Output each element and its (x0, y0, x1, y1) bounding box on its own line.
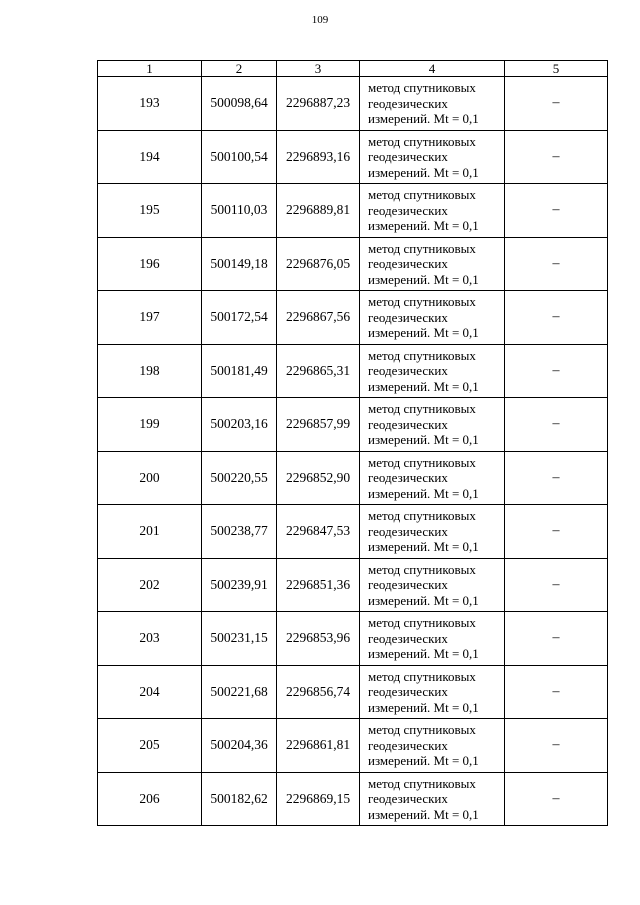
point-number-cell: 206 (98, 772, 202, 826)
method-text-line-3: измерений. Mt = 0,1 (368, 646, 479, 661)
method-cell (360, 130, 505, 184)
method-cell (360, 505, 505, 559)
note-cell: – (505, 719, 608, 773)
method-text-line-1: метод спутниковых (368, 401, 476, 416)
y-coordinate-cell: 2296869,15 (277, 772, 360, 826)
x-coordinate-cell: 500172,54 (202, 291, 277, 345)
x-coordinate-cell: 500181,49 (202, 344, 277, 398)
method-text-line-1: метод спутниковых (368, 187, 476, 202)
method-text-line-2: геодезических (368, 95, 448, 111)
method-text-line-1: метод спутниковых (368, 240, 476, 256)
x-coordinate-cell: 500239,91 (202, 558, 277, 612)
column-header-4: 4 (360, 61, 505, 77)
method-text-line-2: геодезических (368, 523, 448, 539)
method-text-line-3: измерений. Mt = 0,1 (368, 378, 479, 394)
y-coordinate-cell: 2296847,53 (277, 505, 360, 559)
method-text-line-2: геодезических (368, 684, 448, 699)
point-number-cell: 195 (98, 184, 202, 238)
point-number-cell: 193 (98, 77, 202, 131)
note-cell: – (505, 505, 608, 559)
method-cell (360, 772, 505, 826)
note-cell: – (505, 291, 608, 345)
method-text-line-1: метод спутниковых (368, 133, 476, 149)
x-coordinate-cell: 500182,62 (202, 772, 277, 826)
method-cell (360, 237, 505, 291)
table-row (98, 719, 608, 773)
x-coordinate-cell: 500098,64 (202, 77, 277, 131)
method-text-line-3: измерений. Mt = 0,1 (368, 753, 479, 768)
method-cell (360, 612, 505, 666)
x-coordinate-cell: 500149,18 (202, 237, 277, 291)
point-number-cell: 200 (98, 451, 202, 505)
method-text-line-2: геодезических (368, 202, 448, 218)
method-text-line-1: метод спутниковых (368, 722, 476, 737)
note-cell: – (505, 77, 608, 131)
y-coordinate-cell: 2296889,81 (277, 184, 360, 238)
table-header-row (98, 61, 608, 77)
table-row (98, 451, 608, 505)
table-row (98, 398, 608, 452)
column-header-5: 5 (505, 61, 608, 77)
x-coordinate-cell: 500231,15 (202, 612, 277, 666)
table-row (98, 130, 608, 184)
method-text-line-2: геодезических (368, 577, 448, 592)
method-text-line-3: измерений. Mt = 0,1 (368, 485, 479, 501)
x-coordinate-cell: 500203,16 (202, 398, 277, 452)
point-number-cell: 202 (98, 558, 202, 612)
method-text-line-1: метод спутниковых (368, 561, 476, 577)
method-text-line-1: метод спутниковых (368, 347, 476, 363)
table-row (98, 505, 608, 559)
point-number-cell: 203 (98, 612, 202, 666)
method-text-line-3: измерений. Mt = 0,1 (368, 592, 479, 608)
x-coordinate-cell: 500221,68 (202, 665, 277, 719)
method-text-line-1: метод спутниковых (368, 454, 476, 470)
note-cell: – (505, 665, 608, 719)
method-cell (360, 398, 505, 452)
note-cell: – (505, 237, 608, 291)
table-row (98, 237, 608, 291)
point-number-cell: 198 (98, 344, 202, 398)
y-coordinate-cell: 2296865,31 (277, 344, 360, 398)
method-text-line-3: измерений. Mt = 0,1 (368, 325, 479, 340)
point-number-cell: 201 (98, 505, 202, 559)
column-header-2: 2 (202, 61, 277, 77)
method-cell (360, 451, 505, 505)
method-text-line-3: измерений. Mt = 0,1 (368, 539, 479, 554)
method-text-line-3: измерений. Mt = 0,1 (368, 432, 479, 447)
table-row (98, 344, 608, 398)
method-text-line-1: метод спутниковых (368, 294, 476, 309)
method-text-line-2: геодезических (368, 737, 448, 753)
x-coordinate-cell: 500100,54 (202, 130, 277, 184)
method-text-line-2: геодезических (368, 309, 448, 325)
y-coordinate-cell: 2296857,99 (277, 398, 360, 452)
coordinates-table (97, 60, 608, 826)
method-text-line-2: геодезических (368, 416, 448, 432)
note-cell: – (505, 344, 608, 398)
method-text-line-3: измерений. Mt = 0,1 (368, 806, 479, 822)
method-text-line-2: геодезических (368, 630, 448, 646)
point-number-cell: 204 (98, 665, 202, 719)
point-number-cell: 196 (98, 237, 202, 291)
note-cell: – (505, 558, 608, 612)
method-text-line-2: геодезических (368, 149, 448, 164)
y-coordinate-cell: 2296876,05 (277, 237, 360, 291)
x-coordinate-cell: 500238,77 (202, 505, 277, 559)
method-text-line-3: измерений. Mt = 0,1 (368, 111, 479, 126)
y-coordinate-cell: 2296861,81 (277, 719, 360, 773)
note-cell: – (505, 772, 608, 826)
table-row (98, 665, 608, 719)
method-text-line-3: измерений. Mt = 0,1 (368, 699, 479, 715)
note-cell: – (505, 612, 608, 666)
note-cell: – (505, 398, 608, 452)
column-header-3: 3 (277, 61, 360, 77)
point-number-cell: 205 (98, 719, 202, 773)
table-row (98, 772, 608, 826)
page-number: 109 (311, 14, 329, 26)
x-coordinate-cell: 500204,36 (202, 719, 277, 773)
method-cell (360, 291, 505, 345)
note-cell: – (505, 184, 608, 238)
method-text-line-2: геодезических (368, 470, 448, 485)
method-cell (360, 77, 505, 131)
method-text-line-1: метод спутниковых (368, 508, 476, 523)
table-row (98, 291, 608, 345)
method-text-line-2: геодезических (368, 256, 448, 271)
point-number-cell: 197 (98, 291, 202, 345)
method-text-line-3: измерений. Mt = 0,1 (368, 271, 479, 287)
y-coordinate-cell: 2296887,23 (277, 77, 360, 131)
method-text-line-1: метод спутниковых (368, 668, 476, 684)
point-number-cell: 199 (98, 398, 202, 452)
table-body (98, 77, 608, 826)
y-coordinate-cell: 2296853,96 (277, 612, 360, 666)
table-row (98, 184, 608, 238)
method-cell (360, 184, 505, 238)
table-row (98, 77, 608, 131)
method-cell (360, 344, 505, 398)
method-text-line-2: геодезических (368, 791, 448, 806)
method-text-line-3: измерений. Mt = 0,1 (368, 218, 479, 233)
x-coordinate-cell: 500110,03 (202, 184, 277, 238)
table-row (98, 612, 608, 666)
method-text-line-3: измерений. Mt = 0,1 (368, 164, 479, 180)
table-row (98, 558, 608, 612)
method-cell (360, 558, 505, 612)
y-coordinate-cell: 2296867,56 (277, 291, 360, 345)
method-text-line-1: метод спутниковых (368, 615, 476, 630)
point-number-cell: 194 (98, 130, 202, 184)
method-cell (360, 665, 505, 719)
y-coordinate-cell: 2296856,74 (277, 665, 360, 719)
method-text-line-1: метод спутниковых (368, 80, 476, 95)
method-text-line-1: метод спутниковых (368, 775, 476, 791)
note-cell: – (505, 451, 608, 505)
method-cell (360, 719, 505, 773)
x-coordinate-cell: 500220,55 (202, 451, 277, 505)
column-header-1: 1 (98, 61, 202, 77)
y-coordinate-cell: 2296852,90 (277, 451, 360, 505)
note-cell: – (505, 130, 608, 184)
y-coordinate-cell: 2296851,36 (277, 558, 360, 612)
y-coordinate-cell: 2296893,16 (277, 130, 360, 184)
method-text-line-2: геодезических (368, 363, 448, 378)
